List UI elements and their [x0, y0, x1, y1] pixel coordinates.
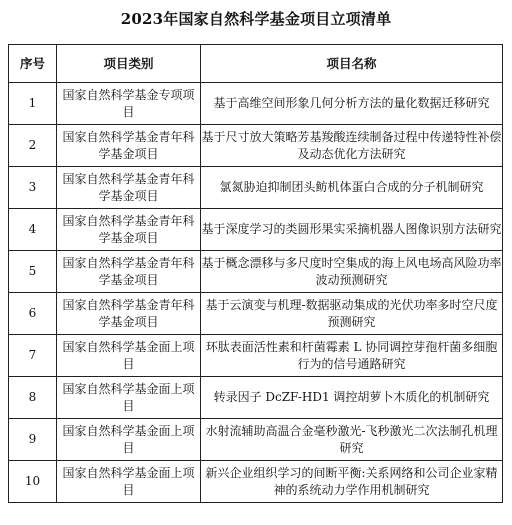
row-category [57, 83, 201, 125]
row-category [57, 167, 201, 209]
row-name [201, 209, 503, 251]
table-row [9, 335, 503, 377]
row-category [57, 125, 201, 167]
row-name-text: 新兴企业组织学习的间断平衡:关系网络和公司企业家精神的系统动力学作用机制研究 [205, 465, 498, 497]
row-name-text: 环肽表面活性素和杆菌霉素 L 协同调控芽孢杆菌多细胞行为的信号通路研究 [205, 339, 498, 371]
project-table [8, 44, 503, 503]
row-category [57, 335, 201, 377]
row-category [57, 461, 201, 503]
row-name [201, 335, 503, 377]
row-no: 10 [9, 461, 57, 503]
row-name-text: 基于高维空间形象几何分析方法的量化数据迁移研究 [213, 96, 490, 110]
row-no: 8 [9, 377, 57, 419]
table-row [9, 209, 503, 251]
table-row [9, 167, 503, 209]
row-name-text: 转录因子 DcZF-HD1 调控胡萝卜木质化的机制研究 [213, 390, 490, 404]
table-row [9, 461, 503, 503]
row-name [201, 461, 503, 503]
table-header-row [9, 45, 503, 83]
table-row [9, 83, 503, 125]
row-name [201, 83, 503, 125]
row-category-text: 国家自然科学基金面上项目 [62, 423, 195, 455]
row-category-text: 国家自然科学基金面上项目 [62, 381, 195, 413]
row-name-text: 水射流辅助高温合金毫秒激光-飞秒激光二次法制孔机理研究 [205, 423, 498, 455]
row-name [201, 419, 503, 461]
row-no: 2 [9, 125, 57, 167]
row-no: 4 [9, 209, 57, 251]
row-category-text: 国家自然科学基金青年科学基金项目 [62, 171, 195, 203]
row-name-text: 基于尺寸放大策略芳基羧酸连续制备过程中传递特性补偿及动态优化方法研究 [201, 129, 502, 161]
header-no: 序号 [9, 45, 57, 83]
row-category-text: 国家自然科学基金青年科学基金项目 [62, 255, 195, 287]
row-name-text: 氯氮胁迫抑制团头鲂机体蛋白合成的分子机制研究 [219, 180, 484, 194]
row-name [201, 167, 503, 209]
row-category [57, 377, 201, 419]
row-name-text: 基于云演变与机理-数据驱动集成的光伏功率多时空尺度预测研究 [205, 297, 498, 329]
table-row [9, 377, 503, 419]
row-no: 7 [9, 335, 57, 377]
row-category [57, 209, 201, 251]
header-category: 项目类别 [57, 45, 201, 83]
row-category-text: 国家自然科学基金青年科学基金项目 [62, 213, 195, 245]
row-no: 6 [9, 293, 57, 335]
row-no: 5 [9, 251, 57, 293]
row-name [201, 251, 503, 293]
row-category-text: 国家自然科学基金专项项目 [62, 87, 195, 119]
row-category-text: 国家自然科学基金青年科学基金项目 [62, 129, 195, 161]
row-name-text: 基于概念漂移与多尺度时空集成的海上风电场高风险功率波动预测研究 [201, 255, 502, 287]
row-name-text: 基于深度学习的类圆形果实采摘机器人图像识别方法研究 [201, 222, 502, 236]
row-category-text: 国家自然科学基金青年科学基金项目 [62, 297, 195, 329]
row-category [57, 293, 201, 335]
header-name: 项目名称 [201, 45, 503, 83]
row-category-text: 国家自然科学基金面上项目 [62, 465, 195, 497]
table-row [9, 251, 503, 293]
row-category [57, 419, 201, 461]
document-title: 2023年国家自然科学基金项目立项清单 [120, 10, 392, 28]
row-no: 1 [9, 83, 57, 125]
row-no: 9 [9, 419, 57, 461]
row-name [201, 293, 503, 335]
table-row [9, 293, 503, 335]
row-name [201, 125, 503, 167]
row-category [57, 251, 201, 293]
row-category-text: 国家自然科学基金面上项目 [62, 339, 195, 371]
row-no: 3 [9, 167, 57, 209]
table-row [9, 125, 503, 167]
table-row [9, 419, 503, 461]
row-name [201, 377, 503, 419]
